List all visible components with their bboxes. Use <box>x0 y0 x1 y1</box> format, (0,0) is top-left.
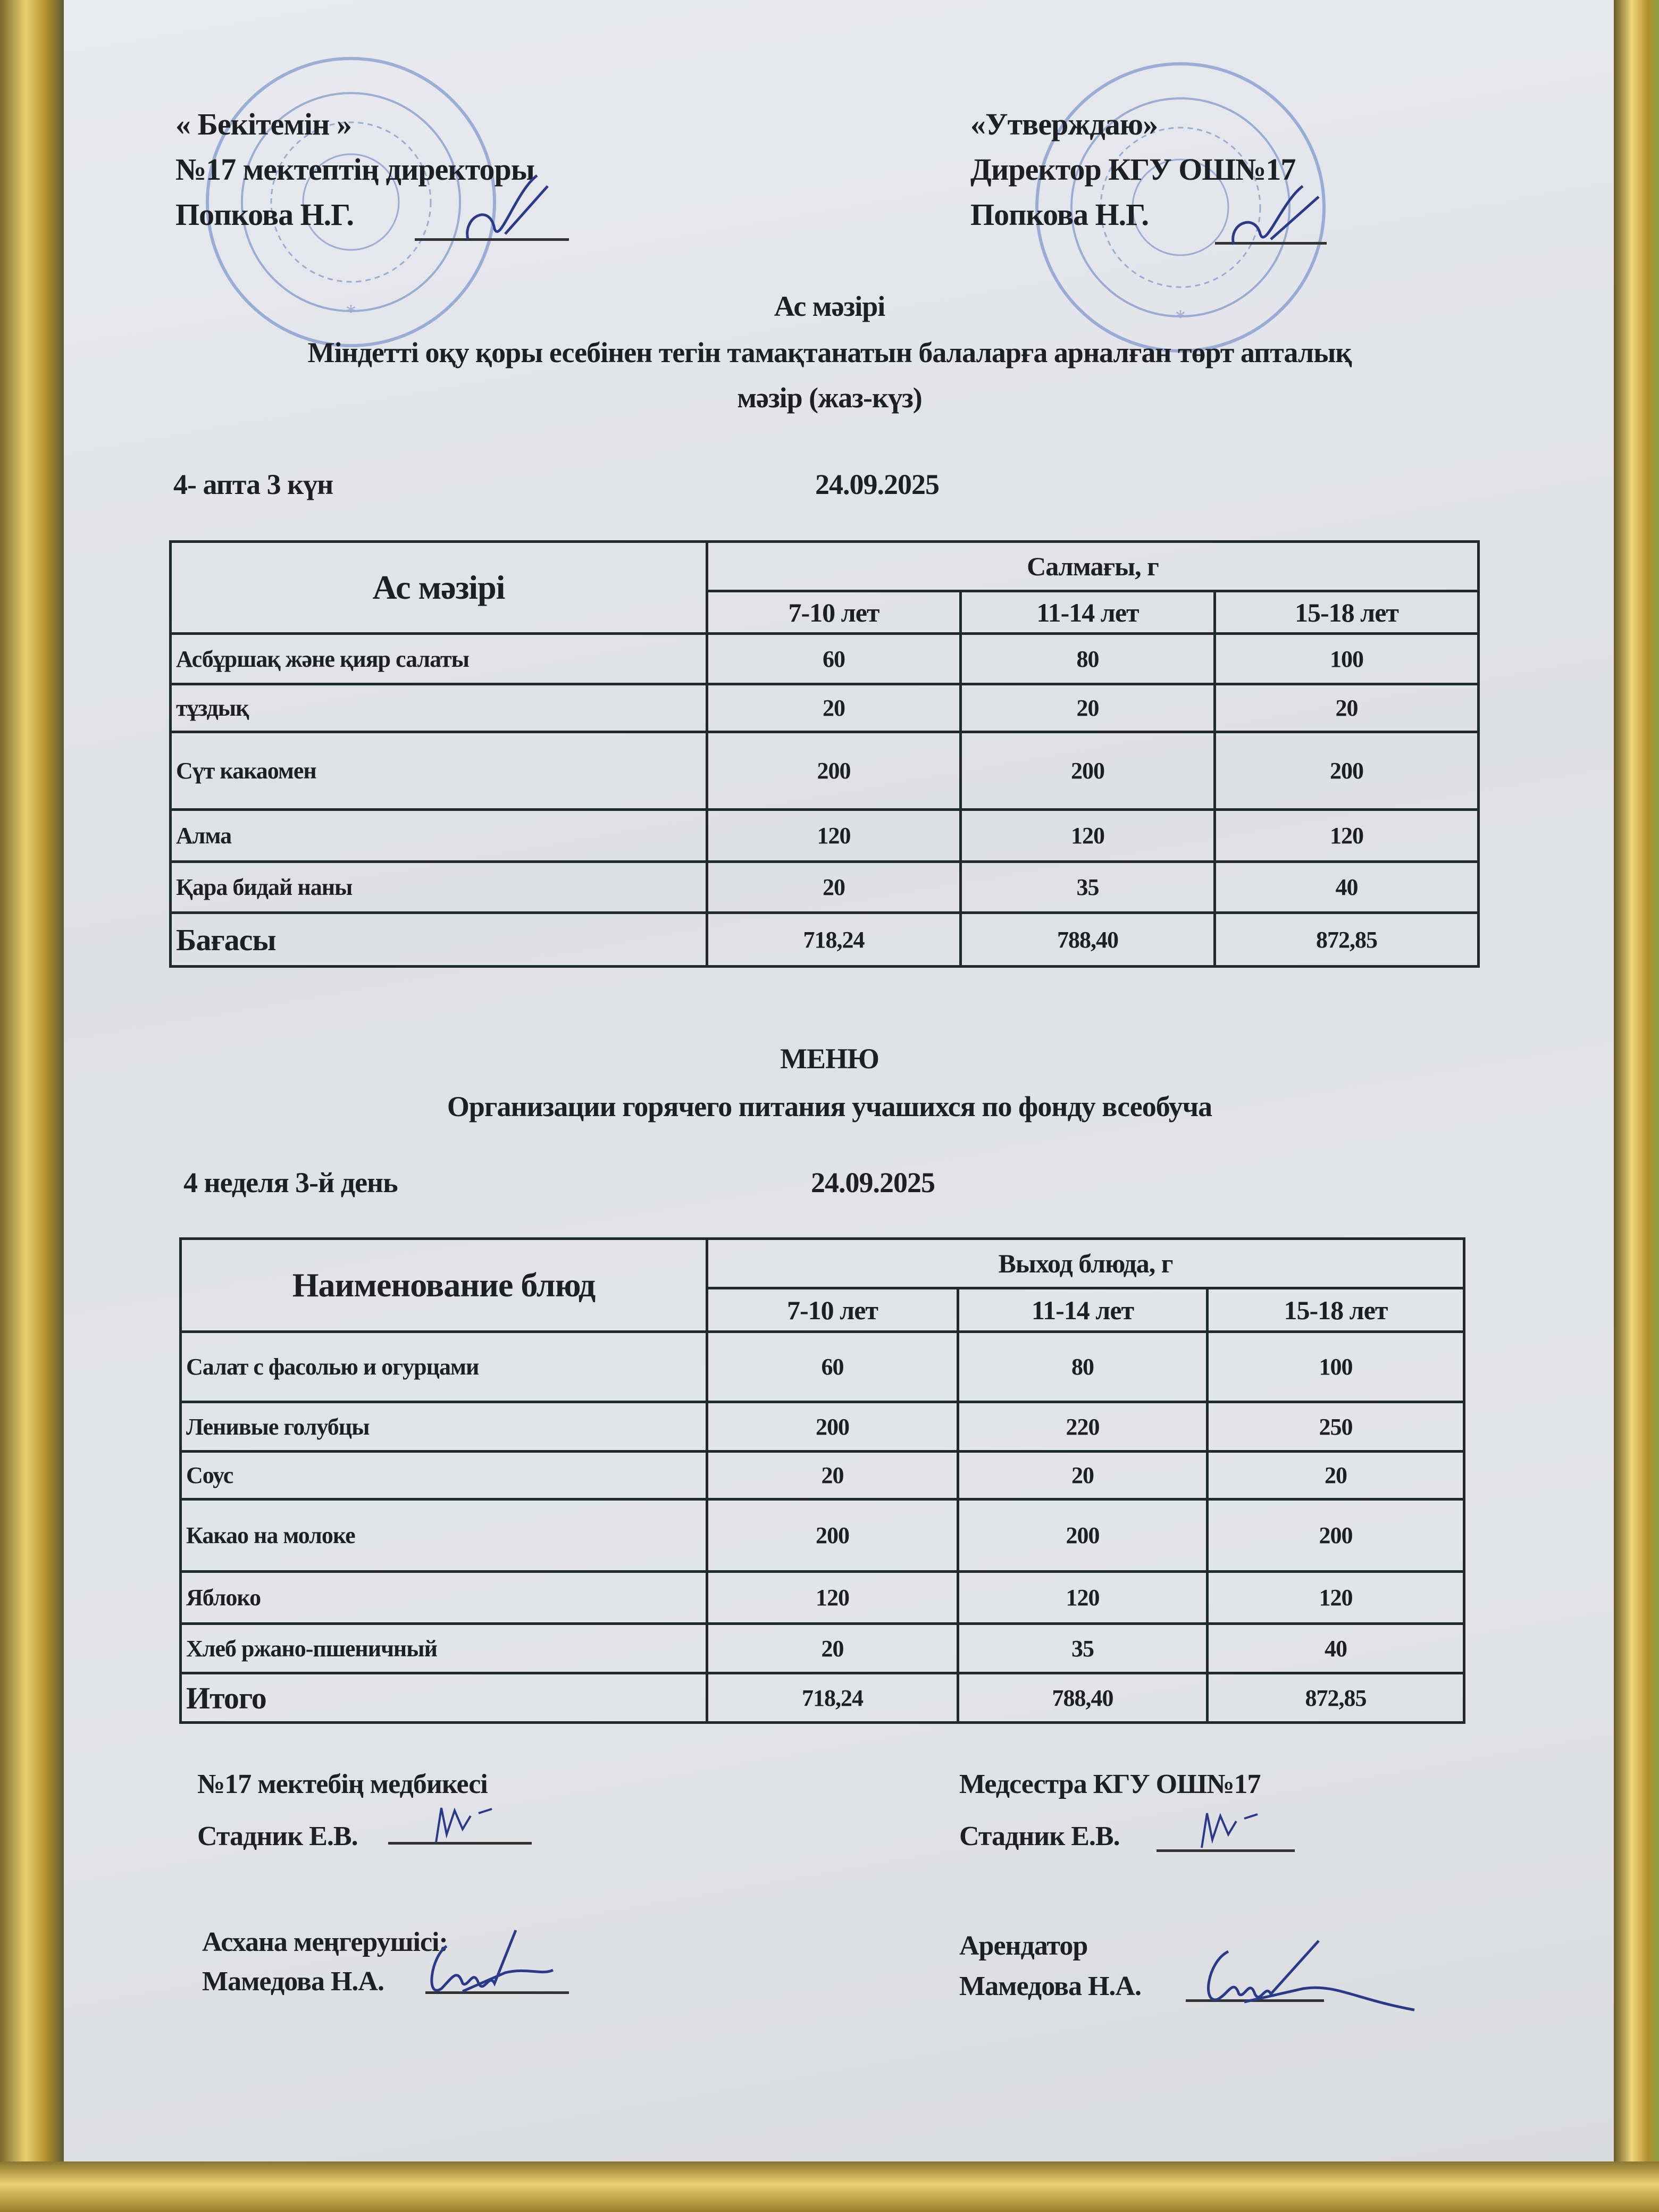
portion-weight: 20 <box>707 862 961 913</box>
table-row <box>181 1572 1464 1624</box>
kz-menu-table <box>169 540 1480 968</box>
approval-title-ru: «Утверждаю» <box>970 107 1158 141</box>
nurse-signature-ru <box>1191 1808 1276 1850</box>
ru-heading: МЕНЮ <box>780 1043 879 1075</box>
canteen-position-kz: Асхана меңгерушісі: <box>202 1927 448 1957</box>
portion-weight: 200 <box>958 1499 1208 1572</box>
portion-weight: 80 <box>961 634 1215 684</box>
price-value: 872,85 <box>1208 1673 1464 1723</box>
col-header-age: 7-10 лет <box>707 591 961 634</box>
table-row <box>181 1452 1464 1499</box>
portion-weight: 35 <box>961 862 1215 913</box>
price-value: 872,85 <box>1215 913 1479 967</box>
col-header-dish: Ас мәзірі <box>171 542 707 634</box>
portion-weight: 20 <box>707 1624 958 1673</box>
approval-name-ru: Попкова Н.Г. <box>970 197 1149 232</box>
director-signature-ru <box>1223 181 1329 255</box>
approval-title-kz: « Бекітемін » <box>175 107 351 141</box>
canteen-signature-ru <box>1196 1936 1436 2021</box>
col-header-age: 15-18 лет <box>1208 1288 1464 1332</box>
dish-name: Алма <box>171 810 707 862</box>
price-value: 718,24 <box>707 1673 958 1723</box>
canteen-position-ru: Арендатор <box>959 1931 1088 1961</box>
table-row <box>181 1499 1464 1572</box>
portion-weight: 20 <box>1208 1452 1464 1499</box>
nurse-position-kz: №17 мектебің медбикесі <box>197 1769 488 1799</box>
ru-date: 24.09.2025 <box>811 1167 935 1199</box>
price-value: 788,40 <box>961 913 1215 967</box>
portion-weight: 200 <box>961 732 1215 810</box>
portion-weight: 200 <box>1215 732 1479 810</box>
dish-name: Қара бидай наны <box>171 862 707 913</box>
director-signature-kz <box>457 170 564 255</box>
portion-weight: 200 <box>707 1402 958 1452</box>
col-header-age: 11-14 лет <box>958 1288 1208 1332</box>
portion-weight: 220 <box>958 1402 1208 1452</box>
table-row <box>171 732 1479 810</box>
dish-name: Ленивые голубцы <box>181 1402 707 1452</box>
dish-name: Асбұршақ және қияр салаты <box>171 634 707 684</box>
portion-weight: 20 <box>958 1452 1208 1499</box>
kz-week-day: 4- апта 3 күн <box>173 468 333 500</box>
gold-frame-bottom <box>0 2161 1659 2212</box>
canteen-signature-kz <box>420 1925 633 2010</box>
price-value: 788,40 <box>958 1673 1208 1723</box>
col-header-age: 7-10 лет <box>707 1288 958 1332</box>
col-header-weight: Салмағы, г <box>707 542 1479 591</box>
dish-name: тұздық <box>171 684 707 732</box>
approval-position-ru: Директор КГУ ОШ№17 <box>970 152 1296 187</box>
dish-name: Хлеб ржано-пшеничный <box>181 1624 707 1673</box>
col-header-dish: Наименование блюд <box>181 1239 707 1332</box>
table-row <box>171 810 1479 862</box>
kz-date: 24.09.2025 <box>815 468 939 500</box>
table-row <box>171 684 1479 732</box>
dish-name: Сүт какаомен <box>171 732 707 810</box>
total-row <box>171 913 1479 967</box>
price-value: 718,24 <box>707 913 961 967</box>
portion-weight: 200 <box>707 732 961 810</box>
nurse-signature-kz <box>425 1803 510 1845</box>
dish-name: Соус <box>181 1452 707 1499</box>
dish-name: Какао на молоке <box>181 1499 707 1572</box>
approval-position-kz: №17 мектептің директоры <box>175 152 535 187</box>
col-header-age: 11-14 лет <box>961 591 1215 634</box>
kz-heading: Ас мәзірі <box>774 290 885 322</box>
portion-weight: 120 <box>958 1572 1208 1624</box>
nurse-name-kz: Стадник Е.В. <box>197 1821 358 1851</box>
canteen-name-kz: Мамедова Н.А. <box>202 1966 384 1997</box>
dish-name: Салат с фасолью и огурцами <box>181 1332 707 1402</box>
portion-weight: 80 <box>958 1332 1208 1402</box>
total-label: Итого <box>181 1673 707 1723</box>
canteen-name-ru: Мамедова Н.А. <box>959 1971 1141 2001</box>
portion-weight: 200 <box>707 1499 958 1572</box>
portion-weight: 250 <box>1208 1402 1464 1452</box>
table-row <box>171 634 1479 684</box>
portion-weight: 20 <box>1215 684 1479 732</box>
portion-weight: 100 <box>1215 634 1479 684</box>
kz-subtitle-line1: Міндетті оқу қоры есебінен тегін тамақтанатын балаларға арналған төрт апталық <box>307 337 1352 368</box>
portion-weight: 120 <box>1215 810 1479 862</box>
table-row <box>171 862 1479 913</box>
svg-text:*: * <box>1175 305 1186 329</box>
col-header-weight: Выход блюда, г <box>707 1239 1464 1288</box>
dish-name: Яблоко <box>181 1572 707 1624</box>
portion-weight: 120 <box>1208 1572 1464 1624</box>
table-row <box>181 1402 1464 1452</box>
table-row <box>181 1332 1464 1402</box>
portion-weight: 120 <box>707 810 961 862</box>
col-header-age: 15-18 лет <box>1215 591 1479 634</box>
portion-weight: 60 <box>707 634 961 684</box>
portion-weight: 20 <box>707 684 961 732</box>
approval-name-kz: Попкова Н.Г. <box>175 197 354 232</box>
nurse-name-ru: Стадник Е.В. <box>959 1821 1120 1851</box>
total-label: Бағасы <box>171 913 707 967</box>
ru-week-day: 4 неделя 3-й день <box>183 1167 398 1199</box>
portion-weight: 20 <box>961 684 1215 732</box>
portion-weight: 20 <box>707 1452 958 1499</box>
portion-weight: 40 <box>1208 1624 1464 1673</box>
portion-weight: 40 <box>1215 862 1479 913</box>
table-row <box>181 1624 1464 1673</box>
ru-menu-table <box>179 1237 1465 1724</box>
kz-subtitle-line2: мәзір (жаз-күз) <box>737 382 922 414</box>
portion-weight: 120 <box>961 810 1215 862</box>
nurse-position-ru: Медсестра КГУ ОШ№17 <box>959 1769 1261 1799</box>
total-row <box>181 1673 1464 1723</box>
portion-weight: 60 <box>707 1332 958 1402</box>
svg-text:*: * <box>346 300 356 324</box>
ru-subtitle: Организации горячего питания учашихся по фонду всеобуча <box>447 1091 1212 1122</box>
portion-weight: 35 <box>958 1624 1208 1673</box>
portion-weight: 120 <box>707 1572 958 1624</box>
portion-weight: 100 <box>1208 1332 1464 1402</box>
portion-weight: 200 <box>1208 1499 1464 1572</box>
